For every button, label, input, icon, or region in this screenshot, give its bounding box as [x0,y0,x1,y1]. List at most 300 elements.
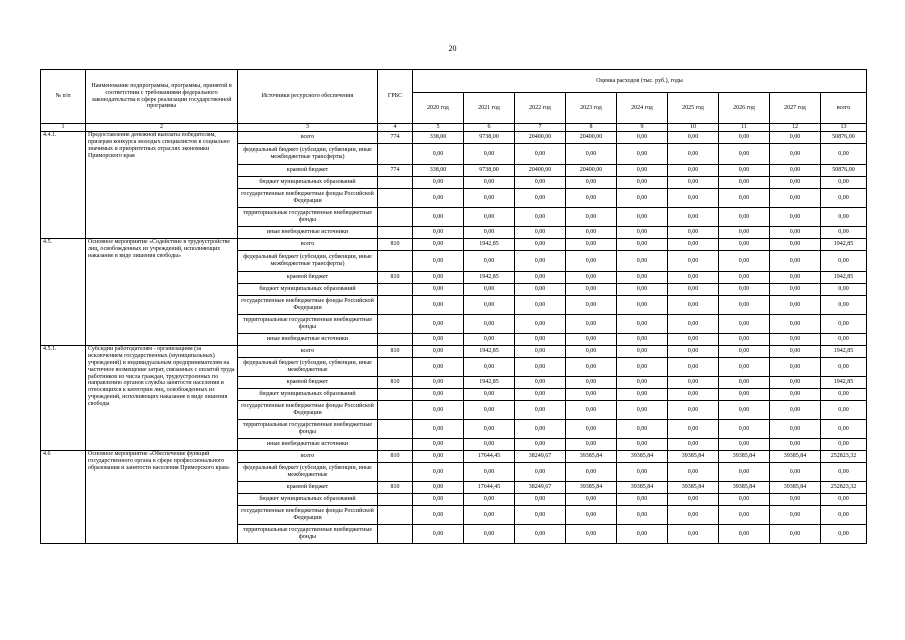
year-value: 39385,84 [770,451,821,463]
year-value: 0,00 [515,506,566,525]
year-value: 0,00 [668,189,719,208]
column-index: 11 [719,124,770,132]
year-value: 0,00 [770,506,821,525]
year-value: 0,00 [770,389,821,401]
year-value: 0,00 [770,189,821,208]
table-row [41,346,867,358]
grbs-code: 810 [378,377,413,389]
total-value: 0,00 [821,439,867,451]
year-value: 0,00 [617,296,668,315]
column-index: 8 [566,124,617,132]
year-value: 0,00 [770,346,821,358]
year-value: 0,00 [464,420,515,439]
year-value: 0,00 [515,346,566,358]
grbs-code [378,389,413,401]
year-value: 0,00 [617,506,668,525]
funding-source: краевой бюджет [238,272,378,284]
total-value: 0,00 [821,401,867,420]
year-value: 0,00 [668,251,719,272]
year-value: 39385,84 [617,451,668,463]
funding-source: иные внебюджетные источники [238,227,378,239]
year-value: 0,00 [668,208,719,227]
year-value: 0,00 [770,144,821,165]
year-value: 0,00 [668,272,719,284]
year-value: 20400,00 [515,132,566,144]
year-value: 0,00 [566,377,617,389]
year-value: 0,00 [770,463,821,482]
year-value: 0,00 [770,334,821,346]
year-value: 20400,00 [566,132,617,144]
header-year: 2023 год [566,93,617,124]
year-value: 0,00 [566,272,617,284]
year-value: 0,00 [515,420,566,439]
total-value: 0,00 [821,525,867,544]
year-value: 20400,00 [515,165,566,177]
grbs-code [378,144,413,165]
year-value: 39385,84 [770,482,821,494]
year-value: 0,00 [464,525,515,544]
year-value: 0,00 [668,506,719,525]
year-value: 0,00 [719,144,770,165]
funding-source: краевой бюджет [238,482,378,494]
year-value: 0,00 [464,296,515,315]
year-value: 0,00 [413,189,464,208]
year-value: 0,00 [617,377,668,389]
year-value: 0,00 [617,420,668,439]
year-value: 17644,45 [464,482,515,494]
year-value: 0,00 [719,494,770,506]
year-value: 9738,00 [464,132,515,144]
grbs-code [378,227,413,239]
year-value: 0,00 [617,346,668,358]
total-value: 0,00 [821,315,867,334]
funding-source: федеральный бюджет (субсидии, субвенции, иные межбюджетные трансферты) [238,144,378,165]
funding-source: бюджет муниципальных образований [238,284,378,296]
header-year: всего [821,93,867,124]
total-value: 252823,32 [821,482,867,494]
year-value: 1942,85 [464,239,515,251]
year-value: 0,00 [515,227,566,239]
year-value: 0,00 [413,315,464,334]
year-value: 0,00 [770,208,821,227]
year-value: 0,00 [413,251,464,272]
funding-source: бюджет муниципальных образований [238,389,378,401]
total-value: 1942,85 [821,272,867,284]
grbs-code [378,401,413,420]
year-value: 0,00 [515,144,566,165]
year-value: 0,00 [464,251,515,272]
year-value: 0,00 [770,377,821,389]
funding-source: государственные внебюджетные фонды Российской Федерации [238,506,378,525]
year-value: 0,00 [668,358,719,377]
year-value: 0,00 [617,208,668,227]
year-value: 17644,45 [464,451,515,463]
year-value: 0,00 [464,284,515,296]
year-value: 0,00 [719,346,770,358]
year-value: 0,00 [719,463,770,482]
header-year: 2027 год [770,93,821,124]
year-value: 0,00 [770,525,821,544]
year-value: 0,00 [719,227,770,239]
year-value: 0,00 [515,389,566,401]
year-value: 0,00 [515,272,566,284]
grbs-code [378,296,413,315]
grbs-code: 774 [378,132,413,144]
year-value: 0,00 [566,494,617,506]
grbs-code: 810 [378,451,413,463]
header-year: 2020 год [413,93,464,124]
year-value: 338,00 [413,165,464,177]
year-value: 0,00 [668,177,719,189]
table-body [41,132,867,544]
total-value: 0,00 [821,296,867,315]
grbs-code: 810 [378,272,413,284]
total-value: 0,00 [821,358,867,377]
year-value: 0,00 [668,401,719,420]
grbs-code [378,494,413,506]
total-value: 0,00 [821,177,867,189]
item-number: 4.4.1. [41,132,86,239]
year-value: 0,00 [464,358,515,377]
item-name: Субсидии работодателям - организациям (за исключением государственных (муниципальных) учреждений) и индивидуальным предпринимателям на частичное возмещение затрат, связанных с оплатой труда работников из числа граждан, трудоустроенных по направлению органов службы занятости населения и относящихся к категории лиц, освобожденных из учреждений, исполняющих наказание в виде лишения свободы [86,346,238,451]
year-value: 1942,85 [464,377,515,389]
header-grbs: ГРБС [378,70,413,124]
year-value: 0,00 [566,239,617,251]
year-value: 0,00 [617,177,668,189]
year-value: 0,00 [668,144,719,165]
year-value: 0,00 [413,177,464,189]
year-value: 0,00 [413,358,464,377]
year-value: 0,00 [770,284,821,296]
grbs-code: 810 [378,346,413,358]
grbs-code [378,358,413,377]
year-value: 0,00 [464,334,515,346]
table-row [41,132,867,144]
total-value: 0,00 [821,189,867,208]
year-value: 0,00 [413,272,464,284]
year-value: 0,00 [464,494,515,506]
year-value: 38249,67 [515,482,566,494]
year-value: 0,00 [566,463,617,482]
year-value: 39385,84 [668,451,719,463]
year-value: 0,00 [719,525,770,544]
year-value: 0,00 [719,177,770,189]
year-value: 0,00 [617,358,668,377]
grbs-code [378,334,413,346]
year-value: 0,00 [668,227,719,239]
year-value: 0,00 [617,144,668,165]
year-value: 0,00 [668,389,719,401]
year-value: 0,00 [617,251,668,272]
year-value: 0,00 [617,401,668,420]
grbs-code: 774 [378,165,413,177]
header-source: Источники ресурсного обеспечения [238,70,378,124]
year-value: 0,00 [413,420,464,439]
funding-source: федеральный бюджет (субсидии, субвенции, иные межбюджетные [238,463,378,482]
funding-source: государственные внебюджетные фонды Российской Федерации [238,296,378,315]
year-value: 0,00 [617,494,668,506]
year-value: 39385,84 [719,482,770,494]
item-name: Основное мероприятие «Содействие в трудоустройстве лиц, освобожденных из учреждений, исполняющих наказание в виде лишения свободы» [86,239,238,346]
year-value: 0,00 [770,358,821,377]
year-value: 0,00 [464,401,515,420]
total-value: 0,00 [821,227,867,239]
year-value: 0,00 [515,401,566,420]
year-value: 0,00 [719,239,770,251]
year-value: 0,00 [464,439,515,451]
funding-source: бюджет муниципальных образований [238,177,378,189]
year-value: 0,00 [413,389,464,401]
year-value: 0,00 [515,358,566,377]
total-value: 0,00 [821,144,867,165]
funding-source: всего [238,451,378,463]
total-value: 0,00 [821,334,867,346]
year-value: 0,00 [515,177,566,189]
grbs-code [378,420,413,439]
year-value: 0,00 [719,315,770,334]
funding-source: территориальные государственные внебюджетные фонды [238,525,378,544]
year-value: 0,00 [617,284,668,296]
total-value: 1942,85 [821,377,867,389]
grbs-code [378,189,413,208]
item-number: 4.5.1. [41,346,86,451]
grbs-code [378,177,413,189]
year-value: 0,00 [617,439,668,451]
year-value: 0,00 [566,439,617,451]
column-index: 7 [515,124,566,132]
year-value: 0,00 [668,296,719,315]
year-value: 0,00 [464,506,515,525]
year-value: 0,00 [413,144,464,165]
funding-source: иные внебюджетные источники [238,334,378,346]
year-value: 0,00 [719,389,770,401]
year-value: 0,00 [413,227,464,239]
year-value: 0,00 [770,239,821,251]
header-year: 2024 год [617,93,668,124]
year-value: 0,00 [668,132,719,144]
total-value: 252823,32 [821,451,867,463]
year-value: 0,00 [566,401,617,420]
year-value: 0,00 [413,334,464,346]
grbs-code [378,439,413,451]
year-value: 0,00 [566,315,617,334]
year-value: 0,00 [770,420,821,439]
year-value: 0,00 [566,284,617,296]
year-value: 0,00 [413,451,464,463]
year-value: 0,00 [515,251,566,272]
total-value: 0,00 [821,284,867,296]
year-value: 9738,00 [464,165,515,177]
budget-table [40,69,867,544]
year-value: 0,00 [515,189,566,208]
year-value: 0,00 [413,525,464,544]
year-value: 0,00 [566,177,617,189]
table-row [41,239,867,251]
funding-source: государственные внебюджетные фонды Российской Федерации [238,401,378,420]
year-value: 0,00 [617,239,668,251]
total-value: 0,00 [821,389,867,401]
year-value: 0,00 [719,420,770,439]
year-value: 0,00 [566,189,617,208]
year-value: 0,00 [464,463,515,482]
grbs-code [378,463,413,482]
column-index: 13 [821,124,867,132]
year-value: 0,00 [770,272,821,284]
year-value: 0,00 [464,389,515,401]
year-value: 0,00 [515,494,566,506]
year-value: 0,00 [515,334,566,346]
year-value: 0,00 [617,334,668,346]
year-value: 0,00 [566,420,617,439]
header-year: 2026 год [719,93,770,124]
year-value: 0,00 [566,506,617,525]
funding-source: федеральный бюджет (субсидии, субвенции, иные межбюджетные трансферты) [238,251,378,272]
page-number: 20 [448,44,457,53]
year-value: 0,00 [413,494,464,506]
year-value: 0,00 [770,177,821,189]
year-value: 0,00 [770,227,821,239]
year-value: 0,00 [566,525,617,544]
year-value: 0,00 [413,377,464,389]
funding-source: краевой бюджет [238,377,378,389]
year-value: 0,00 [668,525,719,544]
year-value: 0,00 [464,227,515,239]
year-value: 0,00 [464,315,515,334]
column-index: 2 [86,124,238,132]
funding-source: бюджет муниципальных образований [238,494,378,506]
year-value: 0,00 [566,296,617,315]
year-value: 0,00 [566,358,617,377]
year-value: 0,00 [668,494,719,506]
year-value: 0,00 [719,401,770,420]
item-name: Предоставление денежной выплаты победителям, призерам конкурса молодых специалистов в социально значимых и приоритетных отраслях экономики Приморского края [86,132,238,239]
year-value: 0,00 [719,358,770,377]
total-value: 0,00 [821,208,867,227]
grbs-code [378,251,413,272]
year-value: 0,00 [464,189,515,208]
year-value: 39385,84 [668,482,719,494]
year-value: 0,00 [719,189,770,208]
year-value: 0,00 [566,251,617,272]
year-value: 0,00 [566,227,617,239]
year-value: 0,00 [515,284,566,296]
header-num: № п/п [41,70,86,124]
year-value: 0,00 [770,315,821,334]
funding-source: территориальные государственные внебюджетные фонды [238,208,378,227]
year-value: 0,00 [668,346,719,358]
year-value: 39385,84 [566,451,617,463]
year-value: 0,00 [719,284,770,296]
year-value: 0,00 [617,463,668,482]
header-year: 2021 год [464,93,515,124]
year-value: 0,00 [770,251,821,272]
year-value: 0,00 [413,239,464,251]
total-value: 50876,00 [821,132,867,144]
year-value: 0,00 [668,420,719,439]
year-value: 0,00 [413,208,464,227]
column-index: 4 [378,124,413,132]
year-value: 0,00 [617,272,668,284]
year-value: 0,00 [617,389,668,401]
item-number: 4.6 [41,451,86,544]
year-value: 0,00 [566,346,617,358]
year-value: 338,00 [413,132,464,144]
total-value: 1942,85 [821,346,867,358]
column-index: 9 [617,124,668,132]
column-index: 6 [464,124,515,132]
year-value: 0,00 [413,463,464,482]
year-value: 0,00 [668,463,719,482]
year-value: 0,00 [668,284,719,296]
header-year: 2022 год [515,93,566,124]
grbs-code: 810 [378,239,413,251]
year-value: 0,00 [617,189,668,208]
grbs-code: 810 [378,482,413,494]
year-value: 0,00 [770,165,821,177]
year-value: 38249,67 [515,451,566,463]
year-value: 0,00 [668,334,719,346]
funding-source: иные внебюджетные источники [238,439,378,451]
year-value: 0,00 [515,208,566,227]
total-value: 1942,85 [821,239,867,251]
year-value: 0,00 [719,377,770,389]
table-header [41,70,867,132]
funding-source: всего [238,239,378,251]
grbs-code [378,525,413,544]
year-value: 0,00 [413,439,464,451]
header-year: 2025 год [668,93,719,124]
header-name: Наименование подпрограммы, программы, принятой в соответствии с требованиями федерального законодательства в сфере реализации государственной программы [86,70,238,124]
year-value: 0,00 [668,239,719,251]
year-value: 0,00 [515,439,566,451]
header-estimate: Оценка расходов (тыс. руб.), годы [413,70,867,93]
year-value: 0,00 [719,439,770,451]
grbs-code [378,315,413,334]
year-value: 20400,00 [566,165,617,177]
year-value: 0,00 [668,439,719,451]
year-value: 0,00 [617,132,668,144]
year-value: 0,00 [617,525,668,544]
year-value: 0,00 [770,439,821,451]
year-value: 0,00 [770,401,821,420]
year-value: 0,00 [719,165,770,177]
funding-source: федеральный бюджет (субсидии, субвенции, иные межбюджетные [238,358,378,377]
year-value: 39385,84 [566,482,617,494]
year-value: 0,00 [719,506,770,525]
year-value: 0,00 [515,377,566,389]
year-value: 0,00 [413,296,464,315]
year-value: 1942,85 [464,272,515,284]
year-value: 0,00 [617,315,668,334]
year-value: 0,00 [413,506,464,525]
year-value: 0,00 [464,144,515,165]
year-value: 0,00 [566,144,617,165]
year-value: 0,00 [770,296,821,315]
column-index: 10 [668,124,719,132]
total-value: 0,00 [821,463,867,482]
year-value: 0,00 [515,315,566,334]
year-value: 0,00 [770,494,821,506]
year-value: 0,00 [719,272,770,284]
item-number: 4.5. [41,239,86,346]
year-value: 0,00 [668,377,719,389]
year-value: 0,00 [566,208,617,227]
year-value: 0,00 [617,165,668,177]
year-value: 0,00 [413,284,464,296]
year-value: 0,00 [515,296,566,315]
funding-source: государственные внебюджетные фонды Российской Федерации [238,189,378,208]
year-value: 0,00 [464,208,515,227]
